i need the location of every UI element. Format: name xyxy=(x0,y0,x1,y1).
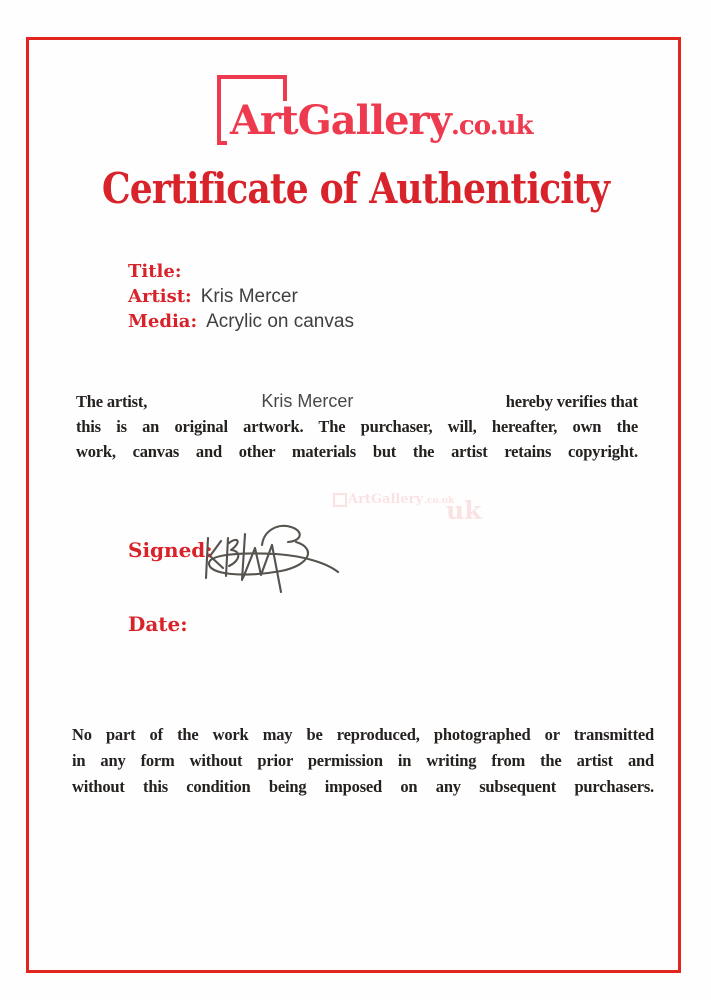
copyright-notice xyxy=(72,722,654,800)
field-row-artist xyxy=(128,284,354,309)
title-field-label: Title: xyxy=(128,261,182,282)
handwritten-signature-image xyxy=(196,496,346,594)
watermark-logo-suffix: .co.uk xyxy=(424,496,455,506)
field-row-media xyxy=(128,309,354,334)
notice-line2: in any form without prior permission in writing from the artist and xyxy=(72,751,654,770)
watermark-logo-ghost xyxy=(333,492,454,507)
media-field-value: Acrylic on canvas xyxy=(206,311,354,332)
declaration-artist-name: Kris Mercer xyxy=(261,391,354,411)
declaration-line3: work, canvas and other materials but the artist retains copyright. xyxy=(76,442,638,461)
signature-stroke xyxy=(206,538,208,578)
artwork-fields xyxy=(128,259,354,334)
logo-gallery-text: Gallery xyxy=(297,97,451,144)
artist-field-value: Kris Mercer xyxy=(200,286,298,307)
watermark-logo-text: ArtGallery xyxy=(348,492,424,507)
signed-label: Signed: xyxy=(128,538,213,562)
declaration-suffix: hereby verifies that xyxy=(505,392,638,411)
media-field-label: Media: xyxy=(128,311,198,332)
notice-line1: No part of the work may be reproduced, photographed or transmitted xyxy=(72,725,654,744)
watermark-square-icon xyxy=(333,493,347,507)
watermark-uk-ghost: uk xyxy=(446,496,482,525)
declaration-paragraph xyxy=(76,389,638,464)
signature-stroke xyxy=(243,545,281,592)
field-row-title xyxy=(128,259,354,284)
declaration-line2: this is an original artwork. The purchaser, will, hereafter, own the xyxy=(76,417,638,436)
artist-field-label: Artist: xyxy=(128,286,192,307)
date-label: Date: xyxy=(128,612,188,636)
signature-stroke xyxy=(210,541,223,568)
signature-stroke xyxy=(262,526,300,545)
declaration-line1 xyxy=(76,389,638,414)
declaration-prefix: The artist, xyxy=(76,392,148,411)
signature-stroke xyxy=(226,538,228,576)
logo-art-text: Art xyxy=(230,97,298,144)
notice-line3: without this condition being imposed on any subsequent purchasers. xyxy=(72,777,654,796)
certificate-title: Certificate of Authenticity xyxy=(101,164,610,213)
logo-couk-text: .co.uk xyxy=(450,111,533,141)
logo-text xyxy=(227,97,536,149)
